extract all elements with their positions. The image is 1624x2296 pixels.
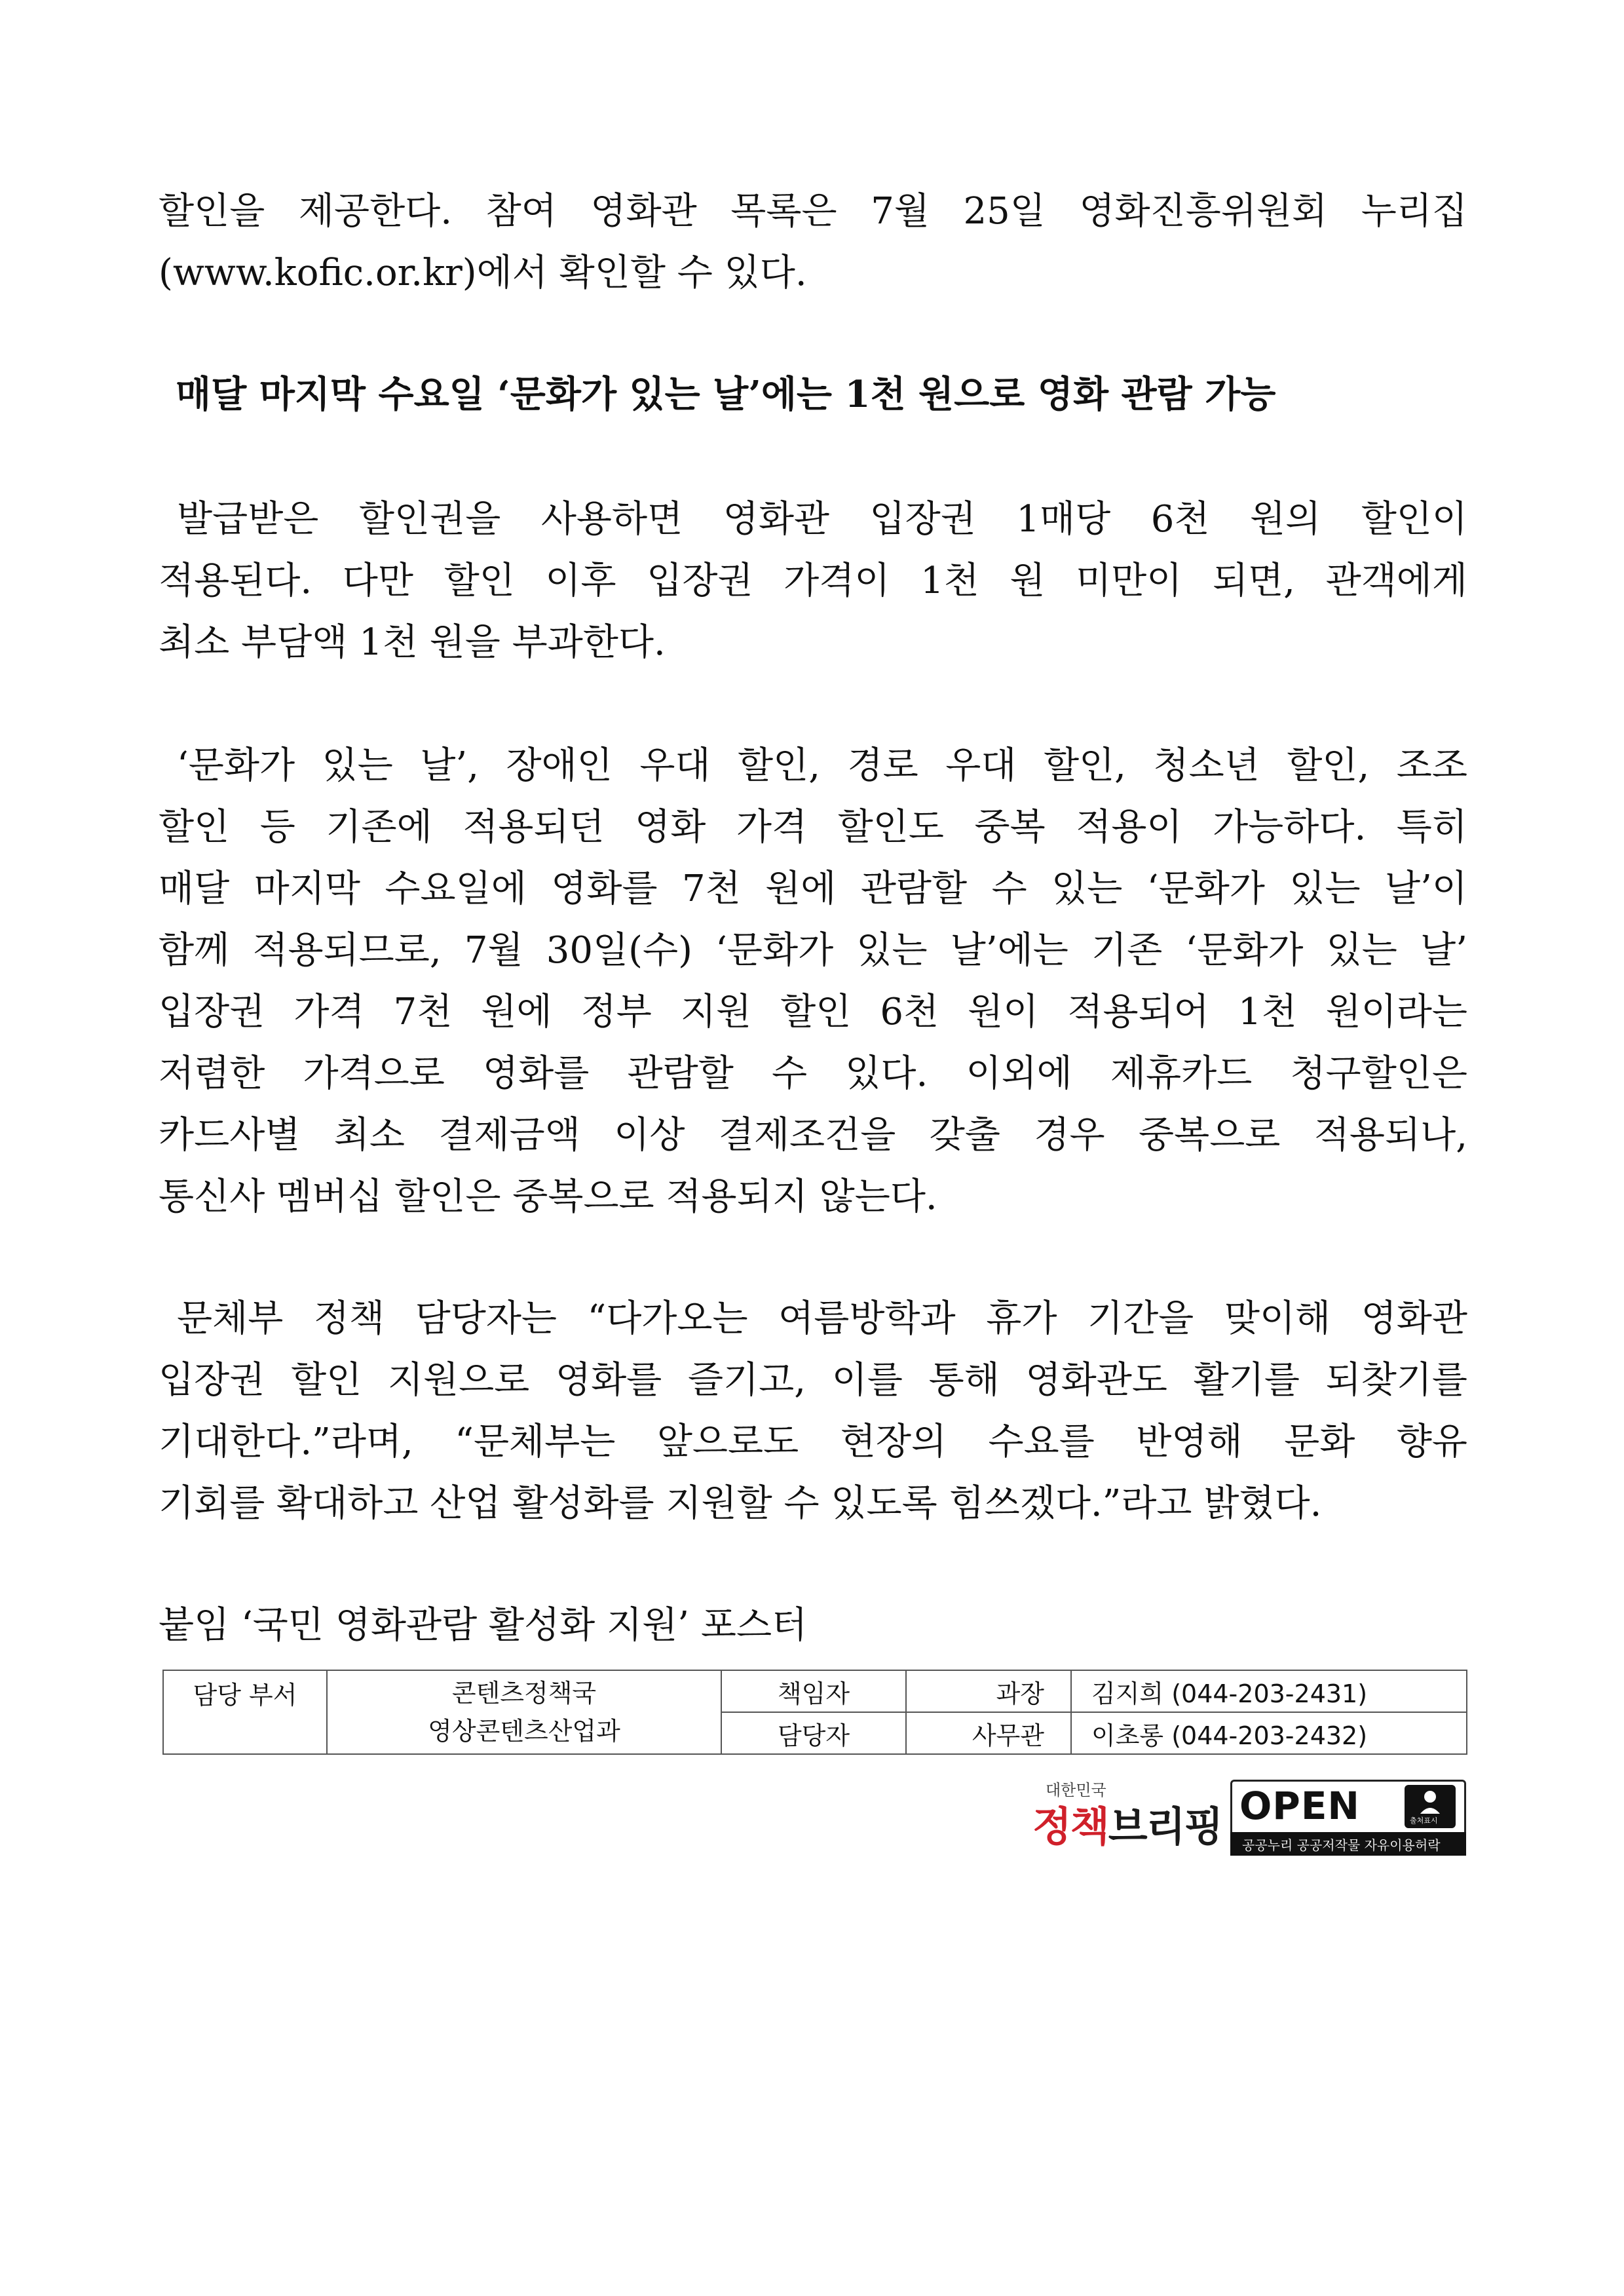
paragraph-official-quote bbox=[159, 1288, 1467, 1535]
person-cell: 김지희 (044-203-2431) bbox=[1071, 1670, 1467, 1712]
text-line: 통신사 멤버십 할인은 중복으로 적용되지 않는다. bbox=[159, 1176, 937, 1218]
section-heading: 매달 마지막 수요일 ‘문화가 있는 날’에는 1천 원으로 영화 관람 가능 bbox=[176, 373, 1276, 416]
text-line: 적용된다. 다만 할인 이후 입장권 가격이 1천 원 미만이 되면, 관객에게 bbox=[159, 560, 1467, 602]
kogl-open-logo bbox=[1230, 1780, 1467, 1857]
text-line: 할인 등 기존에 적용되던 영화 가격 할인도 중복 적용이 가능하다. 특히 bbox=[159, 806, 1467, 849]
open-badge-text: 출처표시 bbox=[1410, 1816, 1438, 1825]
text-line: (www.kofic.or.kr)에서 확인할 수 있다. bbox=[159, 252, 807, 294]
text-line: 발급받은 할인권을 사용하면 영화관 입장권 1매당 6천 원의 할인이 bbox=[177, 498, 1467, 541]
policy-briefing-logo bbox=[1032, 1777, 1222, 1858]
logo-main-text: 정책브리핑 bbox=[1032, 1803, 1222, 1850]
title-cell: 과장 bbox=[906, 1670, 1071, 1712]
text-line: 기회를 확대하고 산업 활성화를 지원할 수 있도록 힘쓰겠다.”라고 밝혔다. bbox=[159, 1482, 1322, 1525]
person-cell: 이초롱 (044-203-2432) bbox=[1071, 1712, 1467, 1754]
open-word: OPEN bbox=[1239, 1784, 1360, 1828]
logo-small-text: 대한민국 bbox=[1046, 1781, 1106, 1799]
text-line: 입장권 할인 지원으로 영화를 즐기고, 이를 통해 영화관도 활기를 되찾기를 bbox=[159, 1359, 1467, 1402]
text-line: 입장권 가격 7천 원에 정부 지원 할인 6천 원이 적용되어 1천 원이라는 bbox=[159, 991, 1467, 1033]
open-bar-text: 공공누리 공공저작물 자유이용허락 bbox=[1242, 1837, 1441, 1853]
office-line-2: 영상콘텐츠산업과 bbox=[428, 1717, 620, 1746]
text-line: 할인을 제공한다. 참여 영화관 목록은 7월 25일 영화진흥위원회 누리집 bbox=[159, 190, 1467, 233]
text-line: 문체부 정책 담당자는 “다가오는 여름방학과 휴가 기간을 맞이해 영화관 bbox=[177, 1297, 1467, 1340]
table-row bbox=[163, 1670, 1467, 1712]
paragraph-theaters bbox=[159, 181, 1467, 304]
text-line: 매달 마지막 수요일에 영화를 7천 원에 관람할 수 있는 ‘문화가 있는 날’이 bbox=[159, 868, 1467, 910]
text-line: 함께 적용되므로, 7월 30일(수) ‘문화가 있는 날’에는 기존 ‘문화가 있는 날’ bbox=[159, 929, 1467, 972]
role-cell: 담당자 bbox=[721, 1712, 906, 1754]
dept-label: 담당 부서 bbox=[163, 1670, 327, 1754]
text-line: 최소 부담액 1천 원을 부과한다. bbox=[159, 621, 666, 664]
office-line-1: 콘텐츠정책국 bbox=[451, 1679, 597, 1708]
text-line: 저렴한 가격으로 영화를 관람할 수 있다. 이외에 제휴카드 청구할인은 bbox=[159, 1052, 1467, 1095]
contact-table bbox=[162, 1670, 1467, 1755]
role-cell: 책임자 bbox=[721, 1670, 906, 1712]
text-line: 기대한다.”라며, “문체부는 앞으로도 현장의 수요를 반영해 문화 향유 bbox=[159, 1421, 1467, 1463]
paragraph-discount bbox=[159, 489, 1467, 674]
text-line: ‘문화가 있는 날’, 장애인 우대 할인, 경로 우대 할인, 청소년 할인, 조조 bbox=[177, 744, 1467, 787]
paragraph-duplicate-discount bbox=[159, 735, 1467, 1228]
office-name bbox=[327, 1670, 721, 1754]
attachment-note: 붙임 ‘국민 영화관람 활성화 지원’ 포스터 bbox=[159, 1604, 808, 1647]
title-cell: 사무관 bbox=[906, 1712, 1071, 1754]
text-line: 카드사별 최소 결제금액 이상 결제조건을 갖출 경우 중복으로 적용되나, bbox=[159, 1114, 1467, 1157]
